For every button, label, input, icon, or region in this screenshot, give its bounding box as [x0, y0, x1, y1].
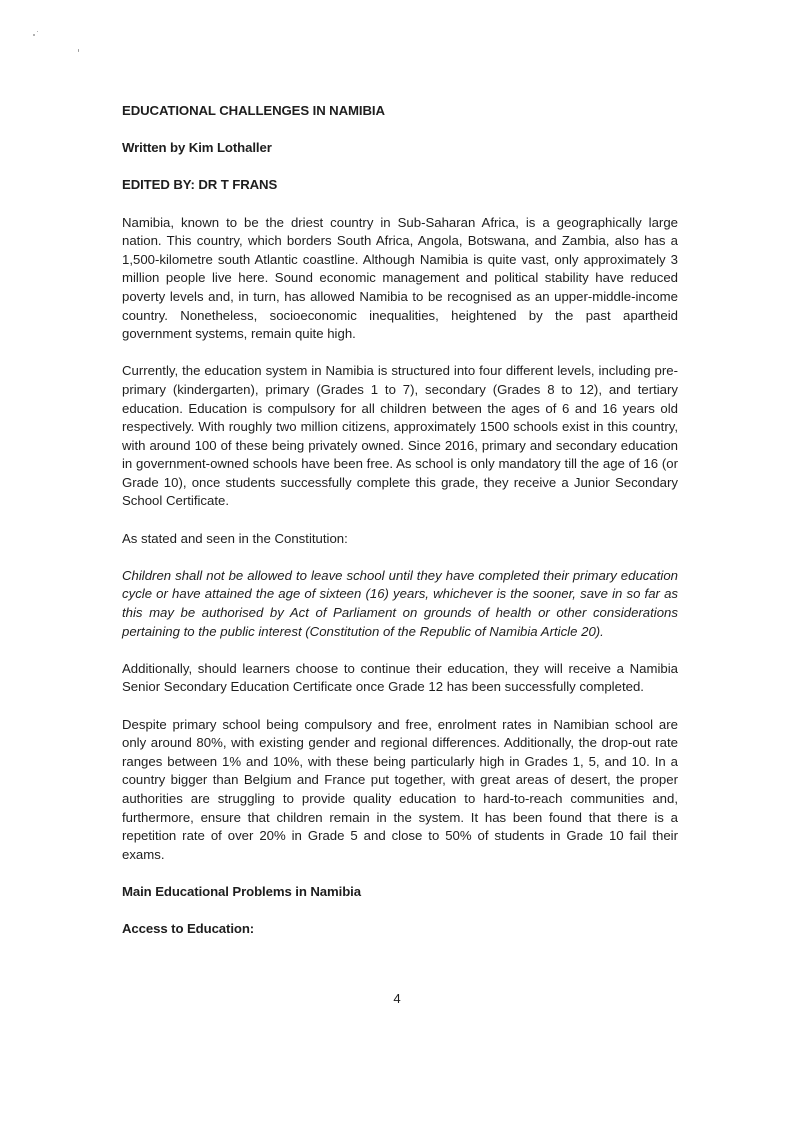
author-line: Written by Kim Lothaller: [122, 140, 272, 156]
subsection-heading: Access to Education:: [122, 921, 255, 937]
document-body: [122, 100, 678, 957]
section-heading: Main Educational Problems in Namibia: [122, 883, 361, 899]
paragraph-constitution-intro: As stated and seen in the Constitution:: [122, 530, 348, 546]
paragraph-enrolment: Despite primary school being compulsory and free, enrolment rates in Namibian school are only around 80%, with existing gender and regional differences. Additionally, the drop-out rate ranges between 1% and 10%, with these being particularly high in Grades 1, 5, and 10. In a country bigger than Belgium and France put together, with great areas of desert, the proper authorities are struggling to provide quality education to hard-to-reach communities and, furthermore, ensure that children remain in the system. It has been found that there is a repetition rate of over 20% in Grade 5 and close to 50% of students in Grade 10 fail their exams.: [122, 716, 678, 862]
paragraph-senior-certificate: Additionally, should learners choose to continue their education, they will receive a Namibia Senior Secondary Education Certificate once Grade 12 has been successfully completed.: [122, 660, 678, 695]
scan-speck: [78, 49, 79, 52]
scan-speck: [37, 31, 38, 32]
constitution-quote: Children shall not be allowed to leave school until they have completed their primary education cycle or have attained the age of sixteen (16) years, whichever is the sooner, save in so far as this may be authorised by Act of Parliament on grounds of health or other considerations pertaining to the public interest (Constitution of the Republic of Namibia Article 20).: [122, 567, 678, 639]
editor-line: EDITED BY: DR T FRANS: [122, 177, 278, 193]
page-number: 4: [393, 991, 401, 1006]
paragraph-intro: Namibia, known to be the driest country in Sub-Saharan Africa, is a geographically large nation. This country, which borders South Africa, Angola, Botswana, and Zambia, also has a 1,500-kilometre south Atlantic coastline. Although Namibia is quite vast, only approximately 3 million people live here. Sound economic management and political stability have reduced poverty levels and, in turn, has allowed Namibia to be recognised as an upper-middle-income country. Nonetheless, socioeconomic inequalities, heightened by the past apartheid government systems, remain quite high.: [122, 214, 678, 342]
paragraph-education-system: Currently, the education system in Namibia is structured into four different levels, including pre-primary (kindergarten), primary (Grades 1 to 7), secondary (Grades 8 to 12), and tertiary education. Education is compulsory for all children between the ages of 6 and 16 years old respectively. With roughly two million citizens, approximately 1500 schools exist in this country, with around 100 of these being privately owned. Since 2016, primary and secondary education in government-owned schools have been free. As school is only mandatory till the age of 16 (or Grade 10), once students successfully complete this grade, they receive a Junior Secondary School Certificate.: [122, 363, 678, 509]
scan-speck: [33, 34, 35, 36]
document-title: EDUCATIONAL CHALLENGES IN NAMIBIA: [122, 103, 385, 118]
